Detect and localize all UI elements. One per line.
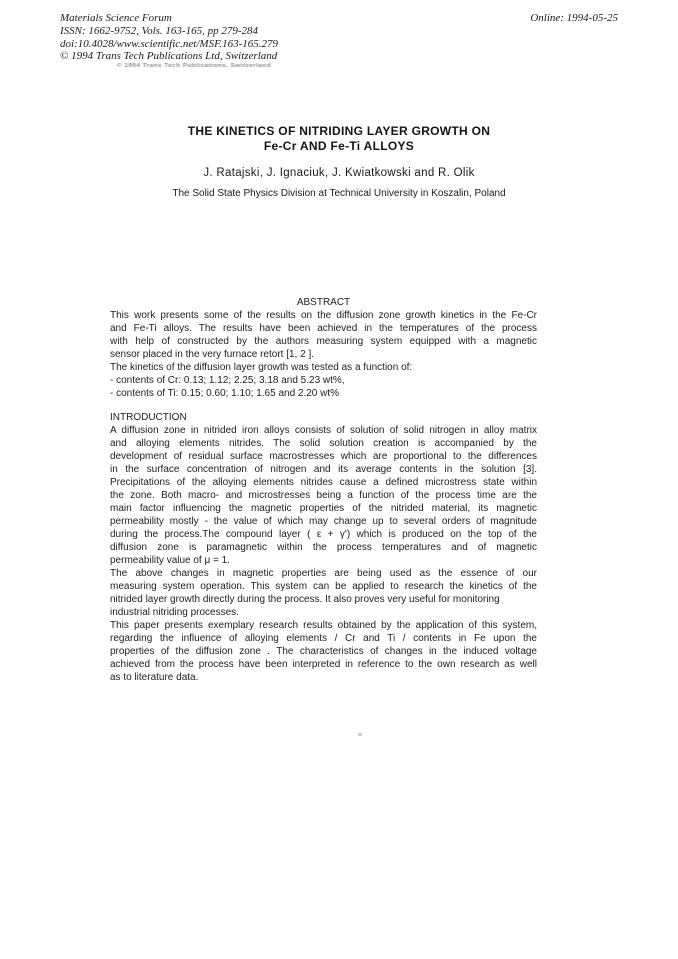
text-line: the zone. Both macro- and microstresses being a function of the process time are the [110, 490, 537, 501]
text-line: permeability value of μ = 1. [110, 555, 230, 566]
text-line: regarding the influence of alloying elements / Cr and Ti / contents in Fe upon the [110, 633, 537, 644]
issn-line: ISSN: 1662-9752, Vols. 163-165, pp 279-284 [60, 24, 258, 37]
text-line: development of residual surface macrostresses which are proportional to the differences [110, 451, 537, 462]
affiliation: The Solid State Physics Division at Technical University in Koszalin, Poland [172, 188, 506, 199]
paper-title-line2: Fe-Cr AND Fe-Ti ALLOYS [263, 139, 415, 153]
article-body [110, 296, 537, 684]
abstract-heading: ABSTRACT [296, 297, 351, 308]
journal-header [60, 12, 278, 63]
copyright-line: © 1994 Trans Tech Publications Ltd, Switzerland [60, 50, 278, 63]
text-line: Precipitations of the alloying elements nitrides cause a defined microstress state within [110, 477, 537, 488]
text-line: The kinetics of the diffusion layer growth was tested as a function of: [110, 362, 413, 373]
text-line: during the process.The compound layer ( ε + γ') which is produced on the top of the [110, 529, 537, 540]
introduction-paragraph-1 [110, 424, 537, 567]
text-line: with help of constructed by the authors measuring system equipped with a magnetic [110, 336, 537, 347]
doi-line: doi:10.4028/www.scientific.net/MSF.163-165.279 [60, 37, 279, 50]
text-line: This work presents some of the results on the diffusion zone growth kinetics in the Fe-Cr [110, 310, 537, 321]
text-line: and alloying elements nitrides. The solid solution creation is accompanied by the [110, 438, 537, 449]
text-line: and Fe-Ti alloys. The results have been achieved in the temperatures of the process [110, 323, 537, 334]
text-line: This paper presents exemplary research results obtained by the application of this system, [110, 620, 537, 631]
scan-artifact-speck [358, 733, 362, 736]
online-date: Online: 1994-05-25 [530, 12, 618, 24]
text-line: industrial nitriding processes. [110, 607, 239, 618]
text-line: permeability mostly - the value of which may change up to several orders of magnitude [110, 516, 537, 527]
title-block [0, 124, 678, 199]
text-line: sensor placed in the very furnace retort [1, 2 ]. [110, 349, 314, 360]
text-line: properties of the diffusion zone . The characteristics of changes in the induced voltage [110, 646, 537, 657]
introduction-heading: INTRODUCTION [110, 412, 187, 423]
paper-title-line1: THE KINETICS OF NITRIDING LAYER GROWTH ON [187, 124, 491, 138]
text-line: - contents of Ti: 0.15; 0.60; 1.10; 1.65 and 2.20 wt% [110, 388, 340, 399]
text-line: as to literature data. [110, 672, 199, 683]
text-line: - contents of Cr: 0.13; 1.12; 2.25; 3.18 and 5.23 wt%, [110, 375, 345, 386]
journal-title: Materials Science Forum [60, 12, 172, 24]
paper-title [0, 124, 678, 154]
text-line: nitrided layer growth directly during the process. It also proves very useful for monitoring [110, 594, 500, 605]
text-line: in the surface concentration of nitrogen and its average contents in the solution [3]. [110, 464, 537, 475]
text-line: measuring system operation. This system can be applied to research the kinetics of the [110, 581, 537, 592]
introduction-paragraph-3 [110, 619, 537, 684]
text-line: The above changes in magnetic properties are being used as the essence of our [110, 568, 537, 579]
abstract-text [110, 309, 537, 400]
authors: J. Ratajski, J. Ignaciuk, J. Kwiatkowski and R. Olik [203, 167, 475, 179]
introduction-paragraph-2 [110, 567, 537, 619]
text-line: diffusion zone is paramagnetic within the process temperatures and of magnetic [110, 542, 537, 553]
text-line: main factor influencing the magnetic properties of the nitrided material, its magnetic [110, 503, 537, 514]
text-line: A diffusion zone in nitrided iron alloys consists of solution of solid nitrogen in alloy matrix [110, 425, 537, 436]
ghost-copyright-line: © 1994 Trans Tech Publications, Switzerland [117, 63, 272, 69]
text-line: achieved from the process have been interpreted in reference to the own research as well [110, 659, 537, 670]
